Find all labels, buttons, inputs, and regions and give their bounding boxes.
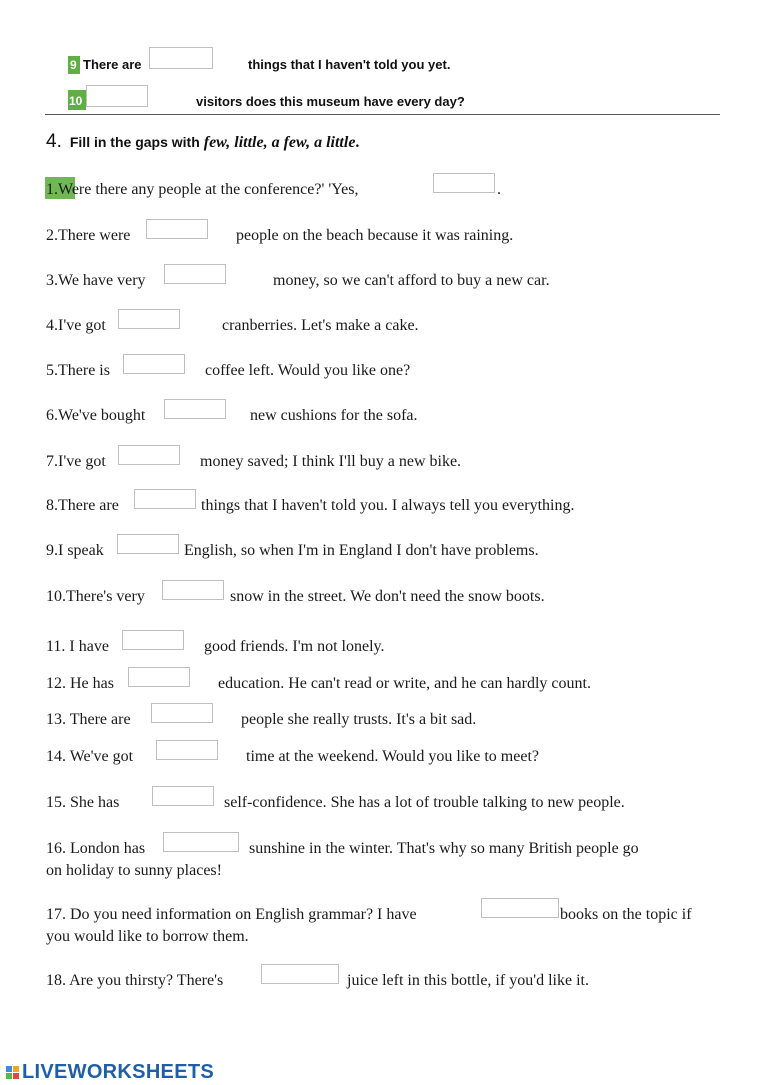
item-text-after: things that I haven't told you. I always tell you everything. xyxy=(201,497,575,514)
item-text-before: 10.There's very xyxy=(46,588,145,605)
section-heading xyxy=(46,131,359,153)
item-text-before: 3.We have very xyxy=(46,272,146,289)
item-text-after: new cushions for the sofa. xyxy=(250,407,418,424)
item-text-after: books on the topic if xyxy=(560,906,692,923)
answer-input[interactable] xyxy=(481,898,559,918)
item-text-continued: on holiday to sunny places! xyxy=(46,862,222,879)
item-text-before: 7.I've got xyxy=(46,453,106,470)
item-text-before: 13. There are xyxy=(46,711,131,728)
answer-input[interactable] xyxy=(86,85,148,107)
answer-input[interactable] xyxy=(117,534,179,554)
item-text-after: people on the beach because it was raining. xyxy=(236,227,514,244)
item-text-before: 9.I speak xyxy=(46,542,104,559)
answer-input[interactable] xyxy=(152,786,214,806)
top-item10-after: visitors does this museum have every day? xyxy=(196,94,465,109)
answer-input[interactable] xyxy=(122,630,184,650)
answer-input[interactable] xyxy=(164,399,226,419)
item-text-before: 11. I have xyxy=(46,638,109,655)
answer-input[interactable] xyxy=(163,832,239,852)
item-text-after: good friends. I'm not lonely. xyxy=(204,638,385,655)
item-text-before: 15. She has xyxy=(46,794,120,811)
item-text-continued: you would like to borrow them. xyxy=(46,928,249,945)
item-text-after: . xyxy=(497,181,501,198)
item-text-after: sunshine in the winter. That's why so many British people go xyxy=(249,840,639,857)
answer-input[interactable] xyxy=(164,264,226,284)
item-text-before: 5.There is xyxy=(46,362,110,379)
item-text-before: 1.Were there any people at the conference?' 'Yes, xyxy=(46,181,359,198)
answer-input[interactable] xyxy=(156,740,218,760)
item-text-after: money saved; I think I'll buy a new bike. xyxy=(200,453,462,470)
item-text-before: 6.We've bought xyxy=(46,407,146,424)
brand-name: LIVEWORKSHEETS xyxy=(22,1060,214,1083)
answer-input[interactable] xyxy=(151,703,213,723)
answer-input[interactable] xyxy=(162,580,224,600)
answer-input[interactable] xyxy=(134,489,196,509)
top-item9-before: There are xyxy=(83,57,142,72)
item-text-after: education. He can't read or write, and he can hardly count. xyxy=(218,675,591,692)
item-text-after: money, so we can't afford to buy a new car. xyxy=(273,272,550,289)
answer-input[interactable] xyxy=(146,219,208,239)
item-text-before: 17. Do you need information on English grammar? I have xyxy=(46,906,417,923)
answer-input[interactable] xyxy=(433,173,495,193)
top-item9-number: 9 xyxy=(70,58,77,72)
item-text-after: people she really trusts. It's a bit sad. xyxy=(241,711,477,728)
item-text-after: cranberries. Let's make a cake. xyxy=(222,317,419,334)
item-text-after: time at the weekend. Would you like to meet? xyxy=(246,748,539,765)
item-text-before: 12. He has xyxy=(46,675,114,692)
item-text-after: snow in the street. We don't need the snow boots. xyxy=(230,588,545,605)
answer-input[interactable] xyxy=(149,47,213,69)
section-divider xyxy=(45,114,720,115)
item-text-before: 18. Are you thirsty? There's xyxy=(46,972,224,989)
item-text-before: 4.I've got xyxy=(46,317,106,334)
item-text-before: 14. We've got xyxy=(46,748,134,765)
item-text-after: self-confidence. She has a lot of trouble talking to new people. xyxy=(224,794,625,811)
answer-input[interactable] xyxy=(123,354,185,374)
instruction-end: . xyxy=(355,134,360,151)
answer-input[interactable] xyxy=(261,964,339,984)
top-item10-number: 10 xyxy=(69,94,83,108)
item-text-before: 16. London has xyxy=(46,840,146,857)
instruction-words: few, little, a few, a little xyxy=(203,134,356,151)
top-item9-after: things that I haven't told you yet. xyxy=(248,57,451,72)
item-text-before: 8.There are xyxy=(46,497,119,514)
answer-input[interactable] xyxy=(118,309,180,329)
instruction-prefix: Fill in the gaps with xyxy=(69,134,200,150)
answer-input[interactable] xyxy=(128,667,190,687)
item-text-after: juice left in this bottle, if you'd like it. xyxy=(347,972,589,989)
item-text-before: 2.There were xyxy=(46,227,131,244)
answer-input[interactable] xyxy=(118,445,180,465)
logo-icon xyxy=(6,1066,19,1079)
item-text-after: English, so when I'm in England I don't have problems. xyxy=(184,542,539,559)
section-number: 4. xyxy=(46,131,62,152)
liveworksheets-logo xyxy=(6,1060,214,1084)
item-text-after: coffee left. Would you like one? xyxy=(205,362,411,379)
